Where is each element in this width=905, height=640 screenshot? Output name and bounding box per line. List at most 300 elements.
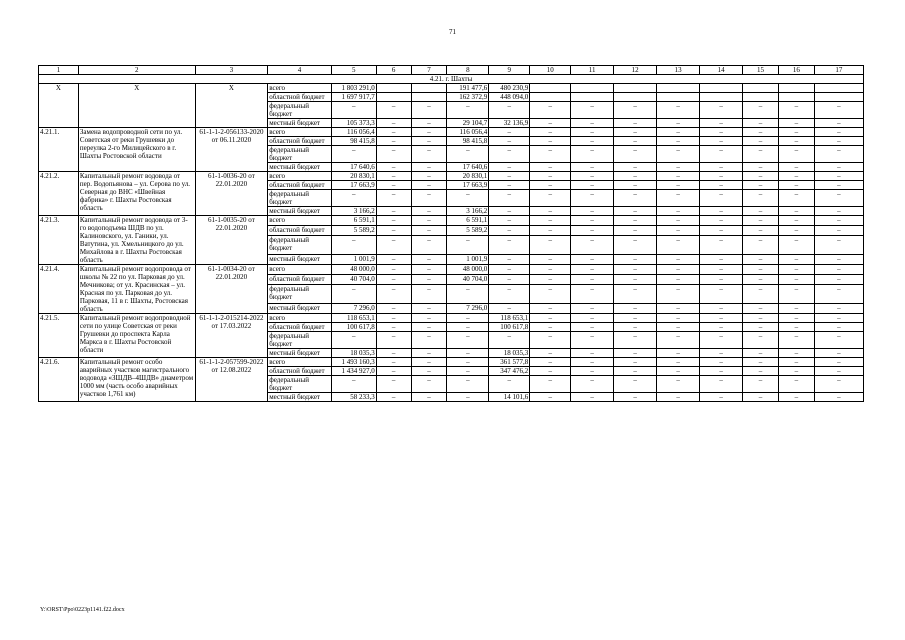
amount-c8: – [447,358,489,367]
amount-c12: – [614,137,657,146]
amount-c15: – [743,172,779,181]
budget-source-label: всего [268,84,331,93]
amount-c5: 18 035,3 [331,349,376,358]
summary-col2: Х [78,84,195,128]
amount-c15: – [743,216,779,226]
amount-c17: – [814,128,863,137]
amount-c8: – [447,349,489,358]
item-name: Капитальный ремонт водовода от 3-го водоподъема ШДВ по ул. Калиновского, ул. Ганики, ул. Ватутина, ул. Хмельницкого до ул. Михайлова в г. Шахты Ростовская область [78,216,195,265]
amount-c10: – [530,314,571,323]
amount-c14: – [700,332,743,349]
amount-c12: – [614,314,657,323]
amount-c15: – [743,181,779,190]
item-object-code: 61-1-0034-20 от 22.01.2020 [195,265,268,314]
amount-c14: – [700,128,743,137]
amount-c7: – [411,393,447,402]
column-number: 14 [700,66,743,75]
amount-c15: – [743,393,779,402]
amount-c6: – [376,358,411,367]
amount-c13: – [657,376,700,393]
column-number: 16 [778,66,814,75]
amount-c11 [571,84,614,93]
amount-c17: – [814,332,863,349]
column-number: 1 [39,66,79,75]
amount-c15: – [743,190,779,207]
amount-c5: 100 617,8 [331,323,376,332]
amount-c11: – [571,265,614,275]
amount-c11: – [571,190,614,207]
amount-c17: – [814,367,863,376]
amount-c10: – [530,265,571,275]
amount-c11: – [571,236,614,255]
amount-c14: – [700,172,743,181]
amount-c17: – [814,358,863,367]
column-number: 17 [814,66,863,75]
amount-c14: – [700,226,743,236]
amount-c15: – [743,146,779,163]
amount-c16: – [778,393,814,402]
amount-c5: 1 493 160,3 [331,358,376,367]
amount-c5: – [331,190,376,207]
amount-c7: – [411,190,447,207]
budget-source-label: всего [268,128,331,137]
amount-c5: 1 803 291,0 [331,84,376,93]
amount-c11: – [571,102,614,119]
budget-row [39,128,864,137]
amount-c11: – [571,146,614,163]
amount-c15: – [743,128,779,137]
budget-row [39,216,864,226]
amount-c13: – [657,314,700,323]
amount-c10: – [530,236,571,255]
amount-c8: – [447,367,489,376]
budget-row [39,265,864,275]
amount-c16: – [778,332,814,349]
amount-c12: – [614,393,657,402]
amount-c5: 1 434 927,0 [331,367,376,376]
amount-c8: 3 166,2 [447,207,489,216]
amount-c16: – [778,314,814,323]
amount-c10: – [530,102,571,119]
column-number: 3 [195,66,268,75]
amount-c13: – [657,226,700,236]
amount-c9: 118 653,1 [489,314,530,323]
amount-c8: 1 001,9 [447,254,489,264]
amount-c7: – [411,285,447,304]
amount-c12: – [614,226,657,236]
amount-c15: – [743,207,779,216]
amount-c6: – [376,137,411,146]
amount-c7: – [411,358,447,367]
budget-source-label: всего [268,314,331,323]
item-object-code: 61-1-0036-20 от 22.01.2020 [195,172,268,216]
amount-c7: – [411,303,447,313]
column-number-row [39,66,864,75]
amount-c5: – [331,146,376,163]
amount-c11: – [571,393,614,402]
amount-c15: – [743,323,779,332]
amount-c10: – [530,128,571,137]
budget-row [39,172,864,181]
amount-c14: – [700,265,743,275]
amount-c14: – [700,376,743,393]
amount-c6: – [376,190,411,207]
budget-source-label: федеральный бюджет [268,102,331,119]
amount-c7: – [411,137,447,146]
amount-c13: – [657,349,700,358]
budget-source-label: местный бюджет [268,303,331,313]
amount-c7: – [411,332,447,349]
amount-c14: – [700,163,743,172]
amount-c9: 18 035,3 [489,349,530,358]
item-object-code: 61-1-1-2-056133-2020 от 06.11.2020 [195,128,268,172]
column-number: 11 [571,66,614,75]
amount-c5: – [331,236,376,255]
item-object-code: 61-1-1-2-057599-2022 от 12.08.2022 [195,358,268,402]
amount-c7: – [411,181,447,190]
amount-c16: – [778,358,814,367]
amount-c13: – [657,146,700,163]
amount-c11: – [571,207,614,216]
amount-c8: – [447,146,489,163]
amount-c13: – [657,216,700,226]
amount-c13: – [657,285,700,304]
amount-c15: – [743,236,779,255]
amount-c16: – [778,275,814,285]
amount-c11: – [571,137,614,146]
amount-c8: – [447,314,489,323]
amount-c10: – [530,163,571,172]
amount-c5: 40 704,0 [331,275,376,285]
amount-c9: – [489,275,530,285]
amount-c10: – [530,349,571,358]
amount-c9: – [489,376,530,393]
amount-c5: 20 830,1 [331,172,376,181]
amount-c14: – [700,102,743,119]
amount-c17: – [814,275,863,285]
amount-c10: – [530,275,571,285]
amount-c16 [778,93,814,102]
amount-c10: – [530,303,571,313]
amount-c15: – [743,303,779,313]
budget-source-label: местный бюджет [268,163,331,172]
amount-c9: – [489,190,530,207]
amount-c7: – [411,146,447,163]
amount-c12: – [614,254,657,264]
amount-c15: – [743,367,779,376]
budget-source-label: областной бюджет [268,226,331,236]
amount-c9: – [489,172,530,181]
budget-source-label: местный бюджет [268,207,331,216]
amount-c8: 6 591,1 [447,216,489,226]
item-name: Замена водопроводной сети по ул. Советская от реки Грушевки до переулка 2-го Милицейского в г. Шахты Ростовской области [78,128,195,172]
amount-c8: 17 640,6 [447,163,489,172]
amount-c7 [411,93,447,102]
amount-c5: 105 373,3 [331,119,376,128]
amount-c13: – [657,332,700,349]
amount-c5: – [331,332,376,349]
amount-c12: – [614,358,657,367]
amount-c17: – [814,303,863,313]
amount-c9: – [489,236,530,255]
amount-c6: – [376,367,411,376]
amount-c5: 3 166,2 [331,207,376,216]
amount-c13: – [657,207,700,216]
amount-c10: – [530,181,571,190]
amount-c10: – [530,367,571,376]
amount-c17: – [814,137,863,146]
amount-c9: – [489,265,530,275]
amount-c8: – [447,376,489,393]
amount-c12: – [614,367,657,376]
budget-row [39,314,864,323]
amount-c13: – [657,181,700,190]
amount-c9: 361 577,8 [489,358,530,367]
amount-c16: – [778,119,814,128]
region-title: 4.21. г. Шахты [39,75,864,84]
amount-c17: – [814,119,863,128]
amount-c17 [814,93,863,102]
amount-c6: – [376,265,411,275]
amount-c8: 116 056,4 [447,128,489,137]
amount-c6: – [376,393,411,402]
amount-c17: – [814,172,863,181]
amount-c8: – [447,285,489,304]
amount-c6: – [376,119,411,128]
amount-c14: – [700,349,743,358]
amount-c5: 1 001,9 [331,254,376,264]
amount-c12: – [614,236,657,255]
amount-c13: – [657,323,700,332]
amount-c16: – [778,190,814,207]
amount-c13: – [657,303,700,313]
amount-c10: – [530,216,571,226]
amount-c16: – [778,349,814,358]
amount-c5: 5 589,2 [331,226,376,236]
amount-c15: – [743,254,779,264]
item-number: 4.21.2. [39,172,79,216]
amount-c7: – [411,323,447,332]
amount-c17: – [814,349,863,358]
amount-c7: – [411,236,447,255]
amount-c11 [571,93,614,102]
amount-c6: – [376,285,411,304]
item-name: Капитальный ремонт особо аварийных участков магистрального водовода «ЗШДВ–4ШДВ» диаметром 1000 мм (часть особо аварийных участков 1,761 км) [78,358,195,402]
amount-c6: – [376,349,411,358]
item-name: Капитальный ремонт водопроводной сети по улице Советская от реки Грушевки до проспекта Карла Маркса в г. Шахты Ростовской области [78,314,195,358]
amount-c8: 17 663,9 [447,181,489,190]
amount-c17: – [814,285,863,304]
amount-c9: 448 094,0 [489,93,530,102]
amount-c9: 14 101,6 [489,393,530,402]
amount-c13: – [657,172,700,181]
column-number: 12 [614,66,657,75]
amount-c6: – [376,303,411,313]
amount-c8: 98 415,8 [447,137,489,146]
amount-c6: – [376,314,411,323]
amount-c17: – [814,190,863,207]
column-number: 10 [530,66,571,75]
amount-c12: – [614,128,657,137]
amount-c7: – [411,376,447,393]
amount-c5: 17 663,9 [331,181,376,190]
column-number: 4 [268,66,331,75]
budget-table [38,65,864,402]
amount-c6: – [376,216,411,226]
budget-source-label: областной бюджет [268,181,331,190]
amount-c17: – [814,146,863,163]
amount-c15 [743,84,779,93]
amount-c9: 480 230,9 [489,84,530,93]
amount-c14: – [700,216,743,226]
budget-source-label: федеральный бюджет [268,236,331,255]
amount-c6: – [376,181,411,190]
footer-file-path: Y:\ORST\Ppo\0223p1141.f22.docx [40,607,125,613]
amount-c13: – [657,137,700,146]
amount-c17 [814,84,863,93]
amount-c5: – [331,285,376,304]
amount-c7: – [411,119,447,128]
amount-c7: – [411,367,447,376]
amount-c15: – [743,275,779,285]
amount-c5: – [331,102,376,119]
amount-c12: – [614,146,657,163]
amount-c12: – [614,265,657,275]
amount-c6: – [376,102,411,119]
budget-source-label: местный бюджет [268,349,331,358]
amount-c12: – [614,216,657,226]
amount-c12: – [614,323,657,332]
amount-c10: – [530,285,571,304]
amount-c6 [376,84,411,93]
budget-source-label: местный бюджет [268,254,331,264]
amount-c15: – [743,137,779,146]
amount-c10 [530,84,571,93]
amount-c11: – [571,314,614,323]
amount-c11: – [571,303,614,313]
amount-c8: – [447,393,489,402]
amount-c8: 48 000,0 [447,265,489,275]
amount-c6: – [376,254,411,264]
amount-c9: – [489,285,530,304]
amount-c15: – [743,102,779,119]
amount-c10: – [530,226,571,236]
amount-c12: – [614,119,657,128]
budget-source-label: областной бюджет [268,137,331,146]
amount-c7: – [411,172,447,181]
amount-c9: – [489,137,530,146]
amount-c17: – [814,314,863,323]
amount-c14: – [700,393,743,402]
amount-c12: – [614,275,657,285]
amount-c5: 7 296,0 [331,303,376,313]
amount-c5: 17 640,6 [331,163,376,172]
amount-c10: – [530,393,571,402]
amount-c13: – [657,393,700,402]
amount-c14: – [700,303,743,313]
column-number: 8 [447,66,489,75]
amount-c16: – [778,323,814,332]
amount-c16: – [778,172,814,181]
amount-c8: 20 830,1 [447,172,489,181]
budget-source-label: всего [268,216,331,226]
amount-c14: – [700,146,743,163]
amount-c12: – [614,190,657,207]
column-number: 2 [78,66,195,75]
amount-c6: – [376,146,411,163]
amount-c17: – [814,323,863,332]
amount-c11: – [571,358,614,367]
amount-c8: – [447,332,489,349]
amount-c16: – [778,265,814,275]
table-body [39,66,864,402]
amount-c14: – [700,314,743,323]
item-object-code: 61-1-1-2-015214-2022 от 17.03.2022 [195,314,268,358]
amount-c10: – [530,119,571,128]
amount-c9: – [489,163,530,172]
amount-c14: – [700,119,743,128]
amount-c10 [530,93,571,102]
amount-c17: – [814,236,863,255]
amount-c12: – [614,376,657,393]
amount-c6: – [376,323,411,332]
amount-c15: – [743,349,779,358]
amount-c14: – [700,285,743,304]
amount-c15: – [743,119,779,128]
budget-source-label: федеральный бюджет [268,376,331,393]
summary-col3: Х [195,84,268,128]
amount-c12: – [614,163,657,172]
amount-c15: – [743,332,779,349]
amount-c16: – [778,207,814,216]
amount-c16: – [778,303,814,313]
amount-c13: – [657,275,700,285]
amount-c15 [743,93,779,102]
amount-c8: – [447,190,489,207]
budget-row [39,358,864,367]
amount-c17: – [814,207,863,216]
amount-c11: – [571,226,614,236]
amount-c7: – [411,163,447,172]
amount-c11: – [571,216,614,226]
amount-c15: – [743,163,779,172]
amount-c6: – [376,332,411,349]
amount-c8: 5 589,2 [447,226,489,236]
amount-c17: – [814,216,863,226]
amount-c14: – [700,236,743,255]
amount-c11: – [571,119,614,128]
amount-c9: – [489,128,530,137]
item-number: 4.21.3. [39,216,79,265]
budget-source-label: федеральный бюджет [268,332,331,349]
amount-c13: – [657,128,700,137]
amount-c13: – [657,358,700,367]
amount-c5: 98 415,8 [331,137,376,146]
amount-c9: – [489,216,530,226]
amount-c16: – [778,367,814,376]
amount-c17: – [814,102,863,119]
amount-c10: – [530,207,571,216]
amount-c8: 162 372,9 [447,93,489,102]
amount-c16: – [778,236,814,255]
amount-c13 [657,93,700,102]
amount-c8: – [447,236,489,255]
budget-source-label: местный бюджет [268,393,331,402]
item-name: Капитальный ремонт водопровода от школы № 22 по ул. Парковая до ул. Мечникова; от ул. Красинская – ул. Красная по ул. Парковая до ул. Парковая, 11 в г. Шахты, Ростовская область [78,265,195,314]
amount-c7: – [411,207,447,216]
amount-c10: – [530,376,571,393]
amount-c7: – [411,254,447,264]
